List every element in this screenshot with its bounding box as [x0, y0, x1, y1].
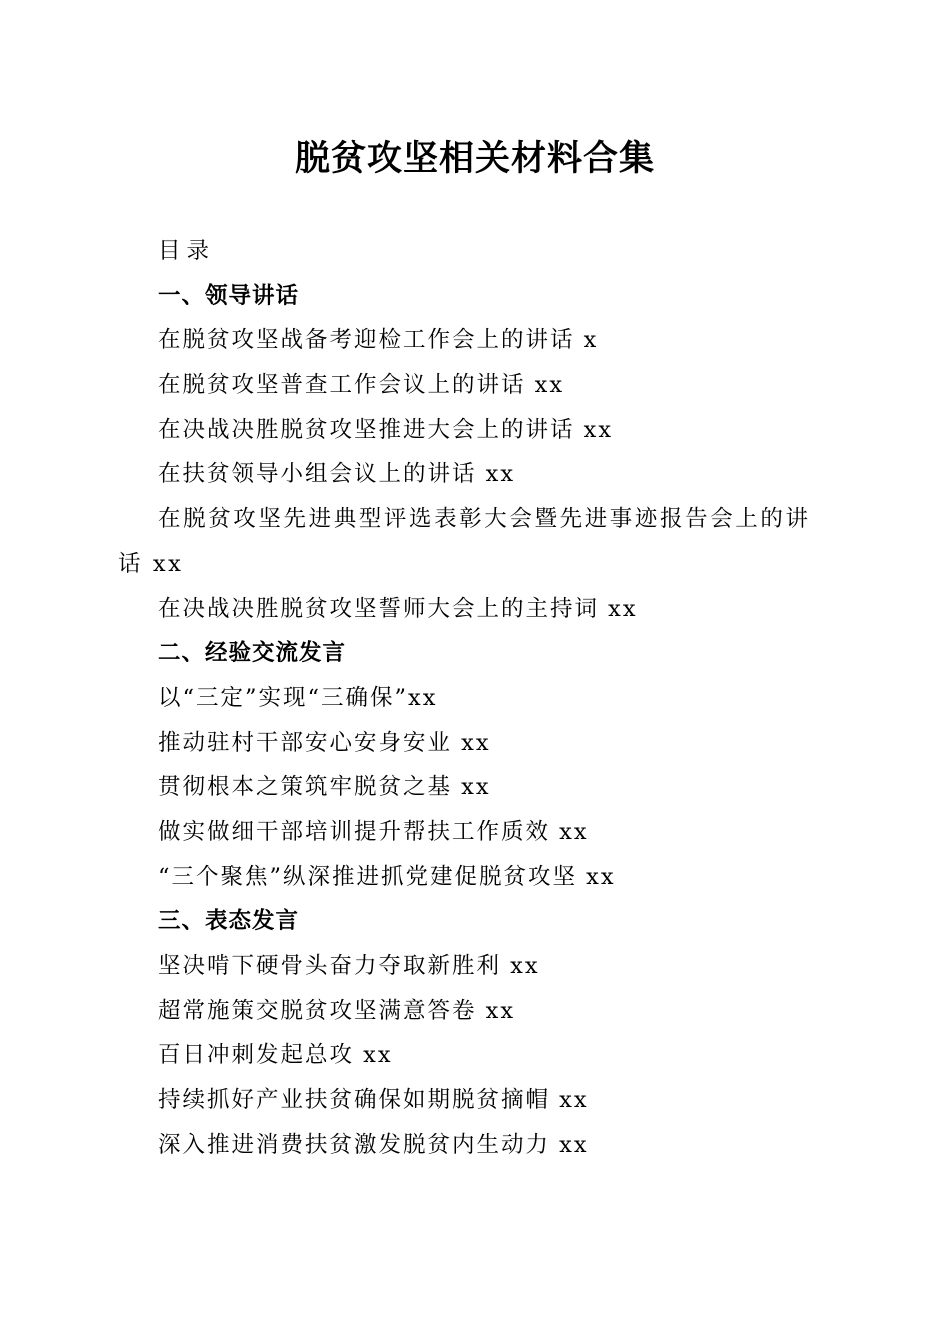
- toc-item: 在脱贫攻坚先进典型评选表彰大会暨先进事迹报告会上的讲话 xx: [118, 506, 811, 577]
- toc-item: 在脱贫攻坚战备考迎检工作会上的讲话 x: [158, 327, 599, 354]
- section-heading-experience-sharing: 二、经验交流发言: [158, 640, 347, 667]
- section-heading-leader-speeches: 一、领导讲话: [158, 282, 300, 309]
- toc-item: 贯彻根本之策筑牢脱贫之基 xx: [158, 774, 491, 801]
- toc-item: 超常施策交脱贫攻坚满意答卷 xx: [158, 997, 516, 1024]
- toc-item: 坚决啃下硬骨头奋力夺取新胜利 xx: [158, 953, 540, 980]
- toc-item: 以“三定”实现“三确保”xx: [158, 684, 438, 711]
- toc-item: 推动驻村干部安心安身安业 xx: [158, 729, 491, 756]
- toc-item: 做实做细干部培训提升帮扶工作质效 xx: [158, 818, 589, 845]
- toc-item: 在决战决胜脱贫攻坚誓师大会上的主持词 xx: [158, 595, 638, 622]
- document-title: 脱贫攻坚相关材料合集: [294, 138, 655, 179]
- toc-item: 持续抓好产业扶贫确保如期脱贫摘帽 xx: [158, 1087, 589, 1114]
- toc-item: “三个聚焦”纵深推进抓党建促脱贫攻坚 xx: [158, 863, 616, 890]
- toc-item: 百日冲刺发起总攻 xx: [158, 1042, 393, 1069]
- table-of-contents: [118, 229, 830, 1167]
- toc-item: 在扶贫领导小组会议上的讲话 xx: [158, 461, 516, 488]
- toc-item: 在脱贫攻坚普查工作会议上的讲话 xx: [158, 372, 565, 399]
- toc-item: 在决战决胜脱贫攻坚推进大会上的讲话 xx: [158, 416, 614, 443]
- section-heading-pledge-speeches: 三、表态发言: [158, 908, 300, 935]
- toc-item: 深入推进消费扶贫激发脱贫内生动力 xx: [158, 1131, 589, 1158]
- toc-label: 目录: [158, 238, 216, 264]
